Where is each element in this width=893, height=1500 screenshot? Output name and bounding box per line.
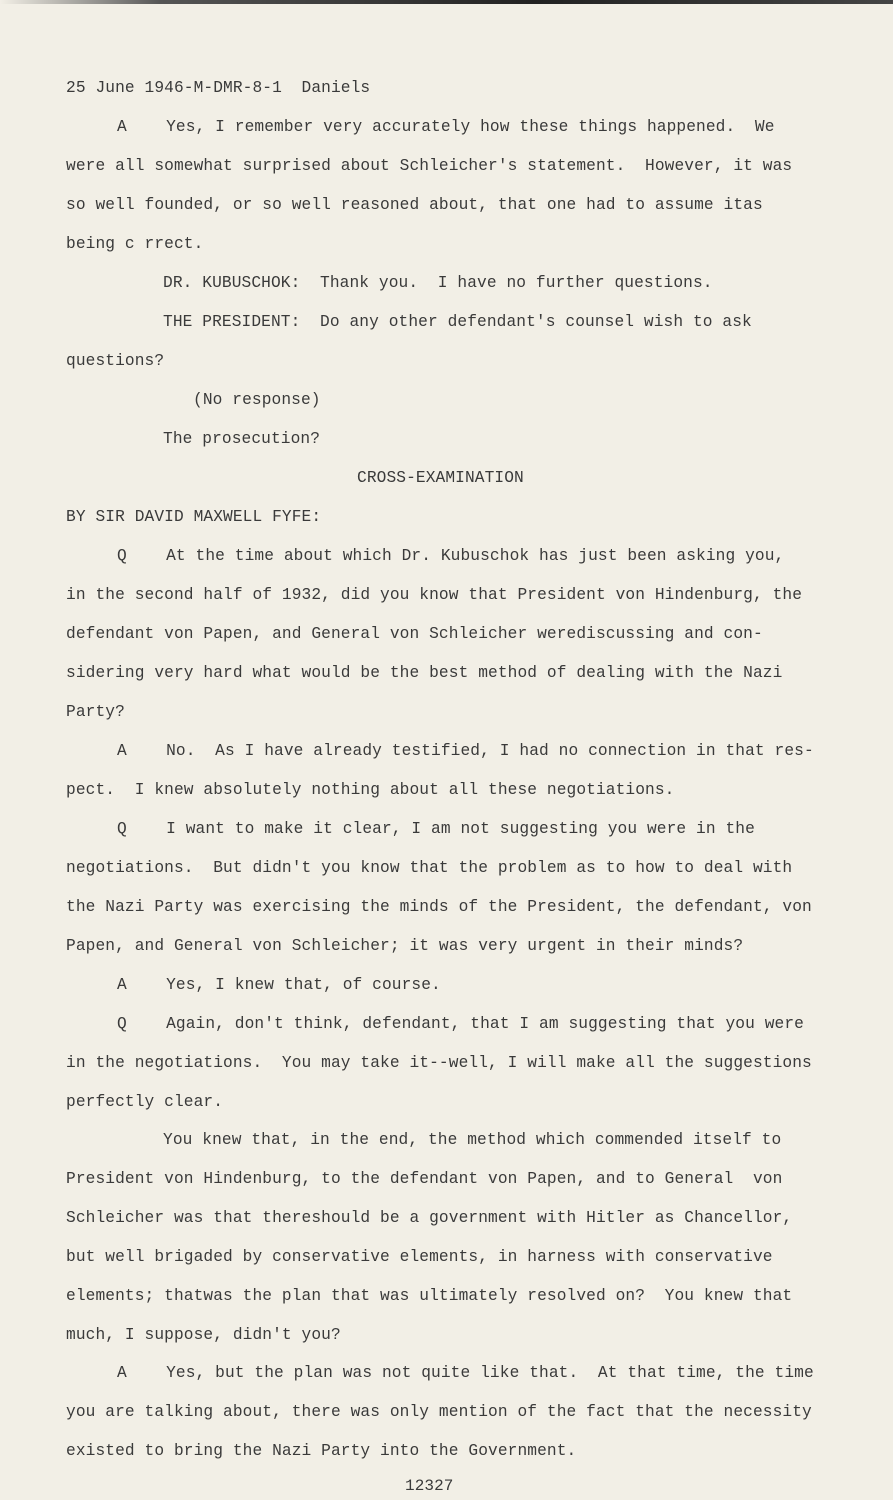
transcript-line: You knew that, in the end, the method which commended itself to (163, 1131, 782, 1149)
transcript-line: being c rrect. (66, 235, 204, 253)
transcript-line: (No response) (193, 391, 321, 409)
transcript-line: A Yes, but the plan was not quite like that. At that time, the time (117, 1364, 814, 1382)
transcript-line: Q I want to make it clear, I am not suggesting you were in the (117, 820, 755, 838)
transcript-line: in the second half of 1932, did you know that President von Hindenburg, the (66, 586, 803, 604)
page-number: 12327 (405, 1477, 454, 1495)
transcript-line: sidering very hard what would be the best method of dealing with the Nazi (66, 664, 783, 682)
transcript-line: Papen, and General von Schleicher; it was very urgent in their minds? (66, 937, 744, 955)
transcript-line: elements; thatwas the plan that was ultimately resolved on? You knew that (66, 1287, 793, 1305)
transcript-line: Schleicher was that thereshould be a government with Hitler as Chancellor, (66, 1209, 793, 1227)
transcript-line: A Yes, I knew that, of course. (117, 976, 441, 994)
section-heading: CROSS-EXAMINATION (357, 469, 524, 487)
transcript-line: the Nazi Party was exercising the minds of the President, the defendant, von (66, 898, 812, 916)
transcript-line: much, I suppose, didn't you? (66, 1326, 341, 1344)
transcript-line: DR. KUBUSCHOK: Thank you. I have no further questions. (163, 274, 713, 292)
transcript-line: defendant von Papen, and General von Schleicher werediscussing and con- (66, 625, 763, 643)
transcript-line: were all somewhat surprised about Schleicher's statement. However, it was (66, 157, 793, 175)
transcript-line: The prosecution? (163, 430, 321, 448)
transcript-line: THE PRESIDENT: Do any other defendant's counsel wish to ask (163, 313, 752, 331)
transcript-line: Q Again, don't think, defendant, that I am suggesting that you were (117, 1015, 804, 1033)
transcript-line: but well brigaded by conservative elements, in harness with conservative (66, 1248, 773, 1266)
transcript-line: Q At the time about which Dr. Kubuschok has just been asking you, (117, 547, 785, 565)
examiner-line: BY SIR DAVID MAXWELL FYFE: (66, 508, 322, 526)
transcript-line: so well founded, or so well reasoned about, that one had to assume itas (66, 196, 763, 214)
transcript-line: you are talking about, there was only mention of the fact that the necessity (66, 1403, 812, 1421)
transcript-line: pect. I knew absolutely nothing about all these negotiations. (66, 781, 675, 799)
transcript-line: perfectly clear. (66, 1093, 224, 1111)
transcript-line: A Yes, I remember very accurately how these things happened. We (117, 118, 775, 136)
transcript-line: questions? (66, 352, 165, 370)
transcript-line: in the negotiations. You may take it--well, I will make all the suggestions (66, 1054, 812, 1072)
page-header: 25 June 1946-M-DMR-8-1 Daniels (66, 79, 371, 97)
transcript-line: Party? (66, 703, 125, 721)
transcript-line: negotiations. But didn't you know that the problem as to how to deal with (66, 859, 793, 877)
page-top-edge (0, 0, 893, 4)
transcript-line: President von Hindenburg, to the defendant von Papen, and to General von (66, 1170, 783, 1188)
transcript-line: existed to bring the Nazi Party into the Government. (66, 1442, 577, 1460)
transcript-line: A No. As I have already testified, I had no connection in that res- (117, 742, 814, 760)
